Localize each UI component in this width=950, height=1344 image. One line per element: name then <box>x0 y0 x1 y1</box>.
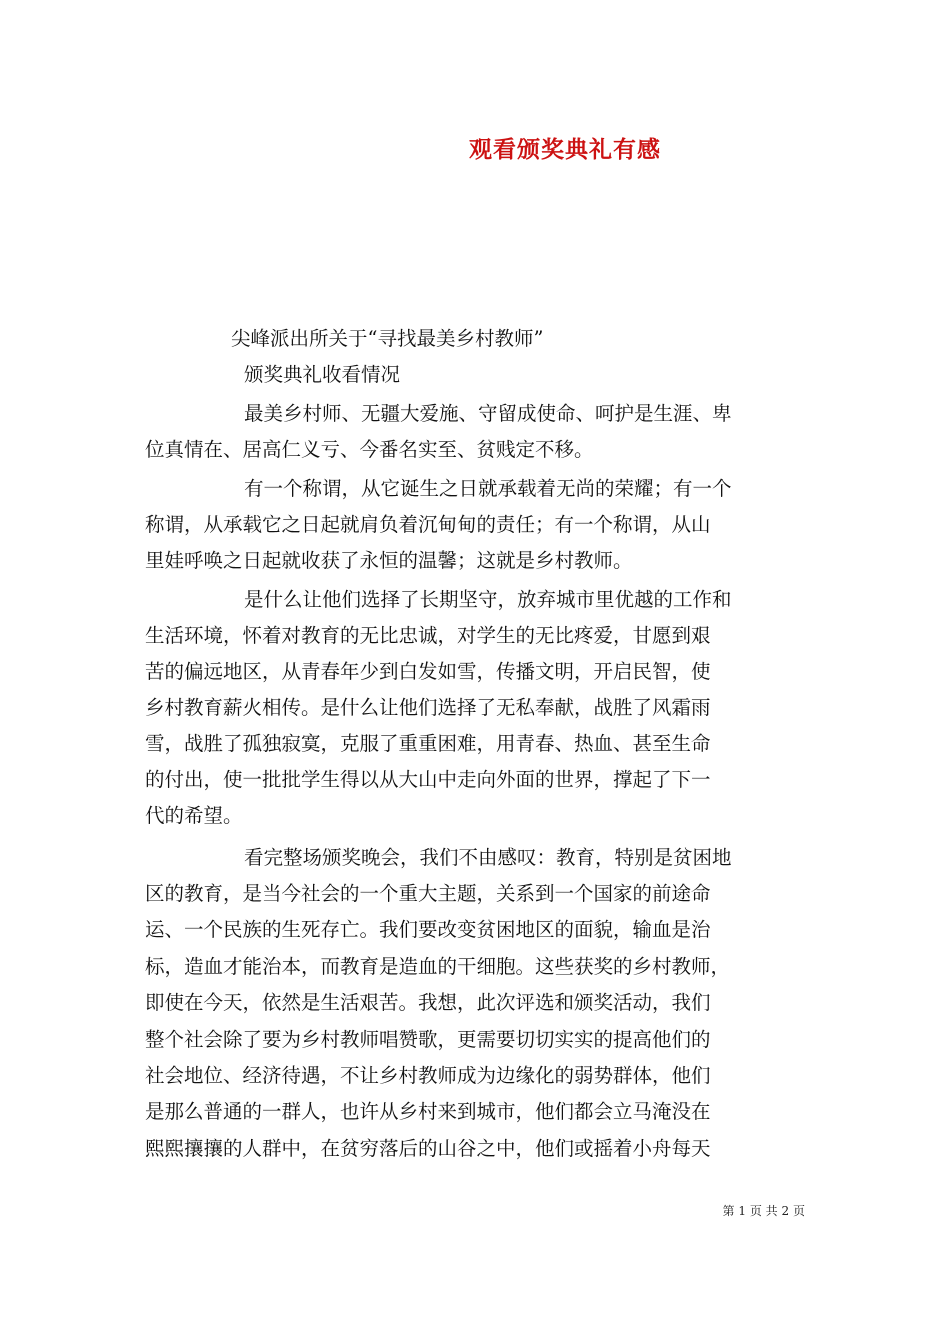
paragraph-line: 代的希望。 <box>145 804 243 827</box>
paragraph-line: 有一个称谓，从它诞生之日就承载着无尚的荣耀；有一个 <box>244 477 732 500</box>
paragraph-line: 雪，战胜了孤独寂寞，克服了重重困难，用青春、热血、甚至生命 <box>145 732 711 755</box>
paragraph-line: 乡村教育薪火相传。是什么让他们选择了无私奉献，战胜了风霜雨 <box>145 696 711 719</box>
paragraph-line: 苦的偏远地区，从青春年少到白发如雪，传播文明，开启民智，使 <box>145 660 711 683</box>
paragraph-line: 熙熙攘攘的人群中，在贫穷落后的山谷之中，他们或摇着小舟每天 <box>145 1137 711 1160</box>
page-number-footer <box>723 1203 805 1219</box>
paragraph-line: 称谓，从承载它之日起就肩负着沉甸甸的责任；有一个称谓，从山 <box>145 513 711 536</box>
paragraph-line: 看完整场颁奖晚会，我们不由感叹：教育，特别是贫困地 <box>244 846 732 869</box>
page-mid: 页 共 <box>749 1204 778 1218</box>
page-current: 1 <box>738 1204 747 1218</box>
paragraph-line: 位真情在、居高仁义亏、今番名实至、贫贱定不移。 <box>145 438 594 461</box>
paragraph-line: 社会地位、经济待遇，不让乡村教师成为边缘化的弱势群体，他们 <box>145 1064 711 1087</box>
page-prefix: 第 <box>722 1204 735 1218</box>
paragraph-line: 的付出，使一批批学生得以从大山中走向外面的世界，撑起了下一 <box>145 768 711 791</box>
paragraph-line: 是什么让他们选择了长期坚守，放弃城市里优越的工作和 <box>244 588 732 611</box>
paragraph-line: 即使在今天，依然是生活艰苦。我想，此次评选和颁奖活动，我们 <box>145 991 711 1014</box>
subheading-line-2: 颁奖典礼收看情况 <box>244 363 401 386</box>
paragraph-line: 最美乡村师、无疆大爱施、守留成使命、呵护是生涯、卑 <box>244 402 732 425</box>
paragraph-line: 生活环境，怀着对教育的无比忠诚，对学生的无比疼爱，甘愿到艰 <box>145 624 711 647</box>
subheading-line-1: 尖峰派出所关于“寻找最美乡村教师” <box>231 327 544 350</box>
page-total: 2 <box>781 1204 790 1218</box>
paragraph-line: 区的教育，是当今社会的一个重大主题，关系到一个国家的前途命 <box>145 882 711 905</box>
paragraph-line: 运、一个民族的生死存亡。我们要改变贫困地区的面貌，输血是治 <box>145 918 711 941</box>
paragraph-line: 是那么普通的一群人，也许从乡村来到城市，他们都会立马淹没在 <box>145 1100 711 1123</box>
paragraph-line: 标，造血才能治本，而教育是造血的干细胞。这些获奖的乡村教师， <box>145 955 731 978</box>
paragraph-line: 里娃呼唤之日起就收获了永恒的温馨；这就是乡村教师。 <box>145 549 633 572</box>
document-title: 观看颁奖典礼有感 <box>469 136 661 163</box>
paragraph-line: 整个社会除了要为乡村教师唱赞歌，更需要切切实实的提高他们的 <box>145 1028 711 1051</box>
page-suffix: 页 <box>792 1204 805 1218</box>
